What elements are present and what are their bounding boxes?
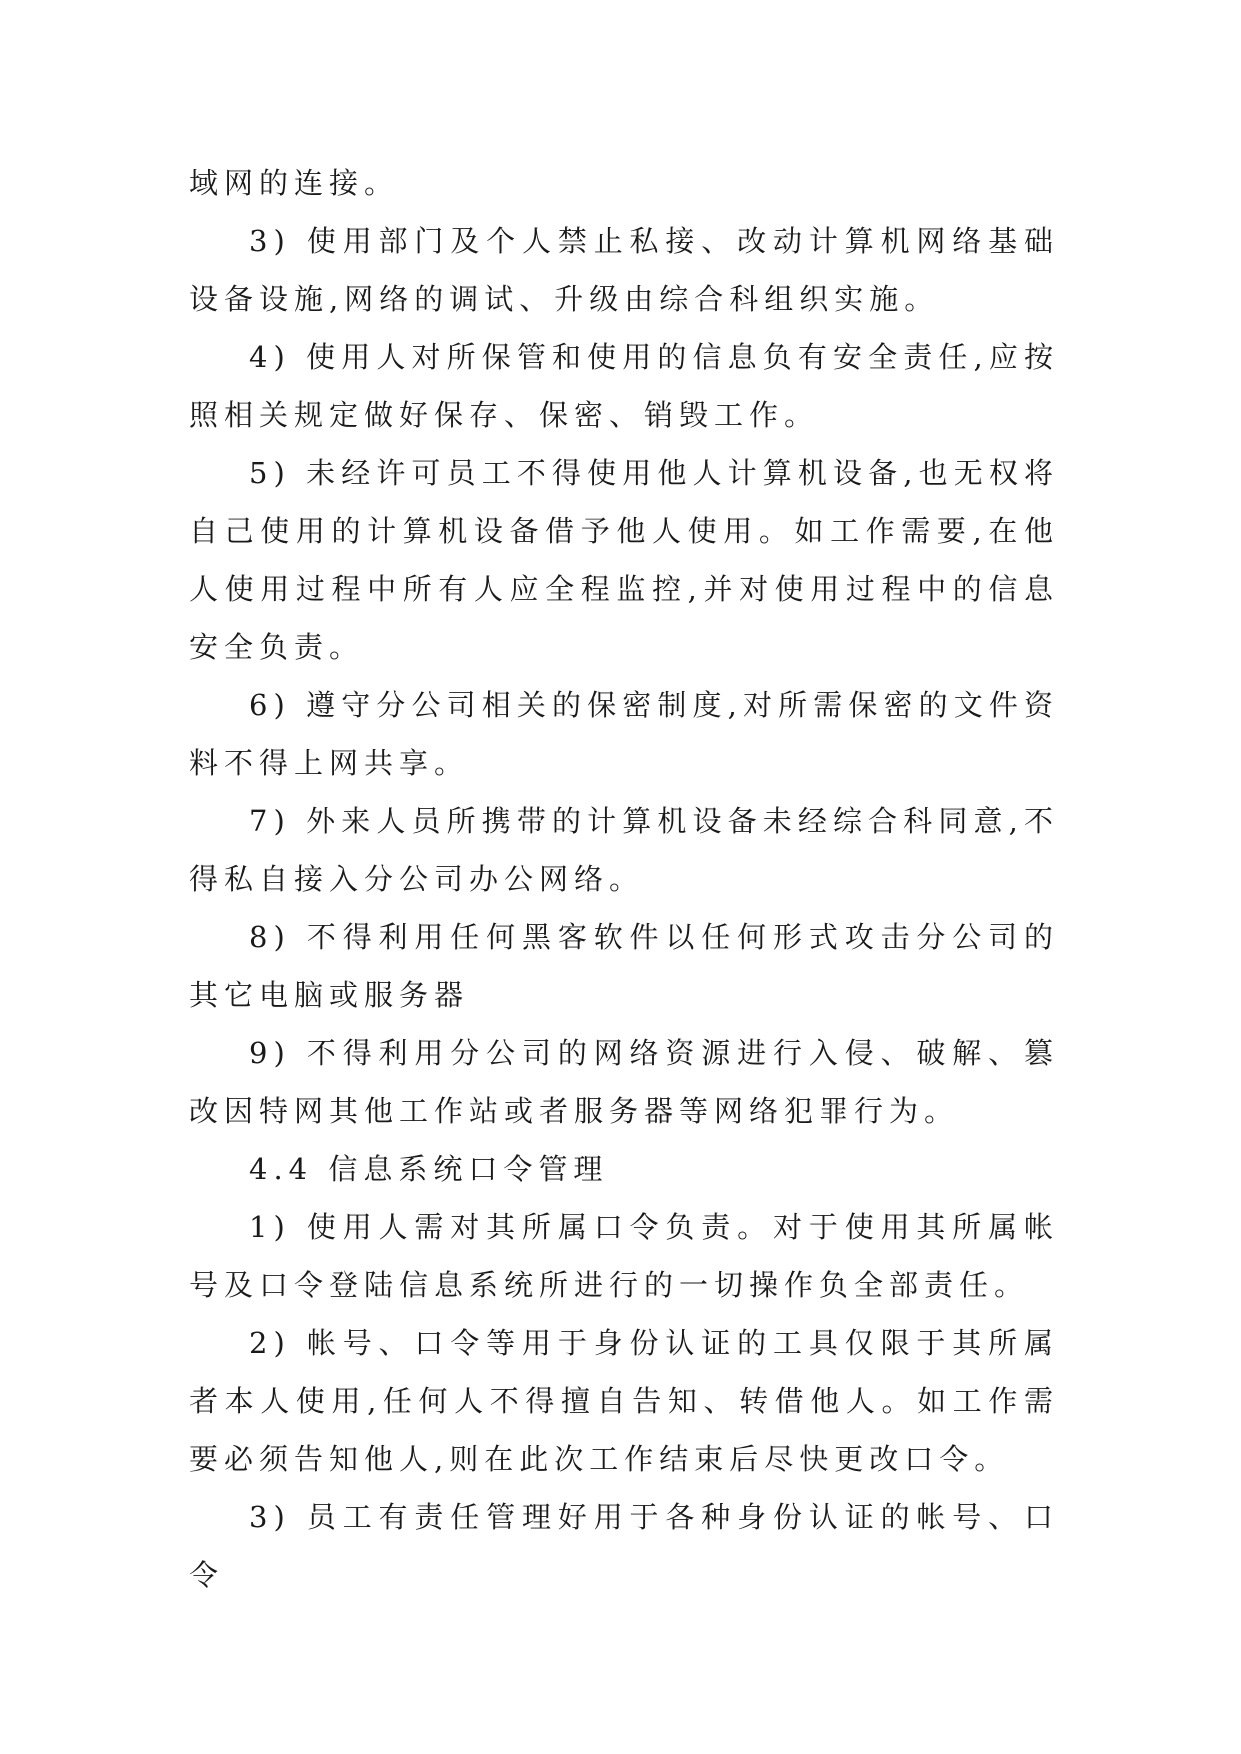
- paragraph-password-rule-1: 1) 使用人需对其所属口令负责。对于使用其所属帐号及口令登陆信息系统所进行的一切操作负全部责任。: [189, 1210, 1059, 1302]
- paragraph-rule-5: 5) 未经许可员工不得使用他人计算机设备,也无权将自己使用的计算机设备借予他人使用。如工作需要,在他人使用过程中所有人应全程监控,并对使用过程中的信息安全负责。: [189, 456, 1059, 664]
- document-body: [189, 154, 1059, 1604]
- paragraph-rule-6: 6) 遵守分公司相关的保密制度,对所需保密的文件资料不得上网共享。: [189, 688, 1059, 780]
- paragraph-password-rule-2: 2) 帐号、口令等用于身份认证的工具仅限于其所属者本人使用,任何人不得擅自告知、转借他人。如工作需要必须告知他人,则在此次工作结束后尽快更改口令。: [189, 1326, 1059, 1476]
- paragraph-rule-3: 3) 使用部门及个人禁止私接、改动计算机网络基础设备设施,网络的调试、升级由综合科组织实施。: [189, 224, 1059, 316]
- paragraph-rule-9: 9) 不得利用分公司的网络资源进行入侵、破解、篡改因特网其他工作站或者服务器等网络犯罪行为。: [189, 1036, 1059, 1128]
- paragraph-password-rule-3: 3) 员工有责任管理好用于各种身份认证的帐号、口令: [189, 1500, 1059, 1592]
- paragraph-rule-8: 8) 不得利用任何黑客软件以任何形式攻击分公司的其它电脑或服务器: [189, 920, 1059, 1012]
- section-heading-4-4: 4.4 信息系统口令管理: [249, 1152, 609, 1186]
- paragraph-continuation: 域网的连接。: [189, 166, 400, 200]
- paragraph-rule-4: 4) 使用人对所保管和使用的信息负有安全责任,应按照相关规定做好保存、保密、销毁工作。: [189, 340, 1059, 432]
- paragraph-rule-7: 7) 外来人员所携带的计算机设备未经综合科同意,不得私自接入分公司办公网络。: [189, 804, 1059, 896]
